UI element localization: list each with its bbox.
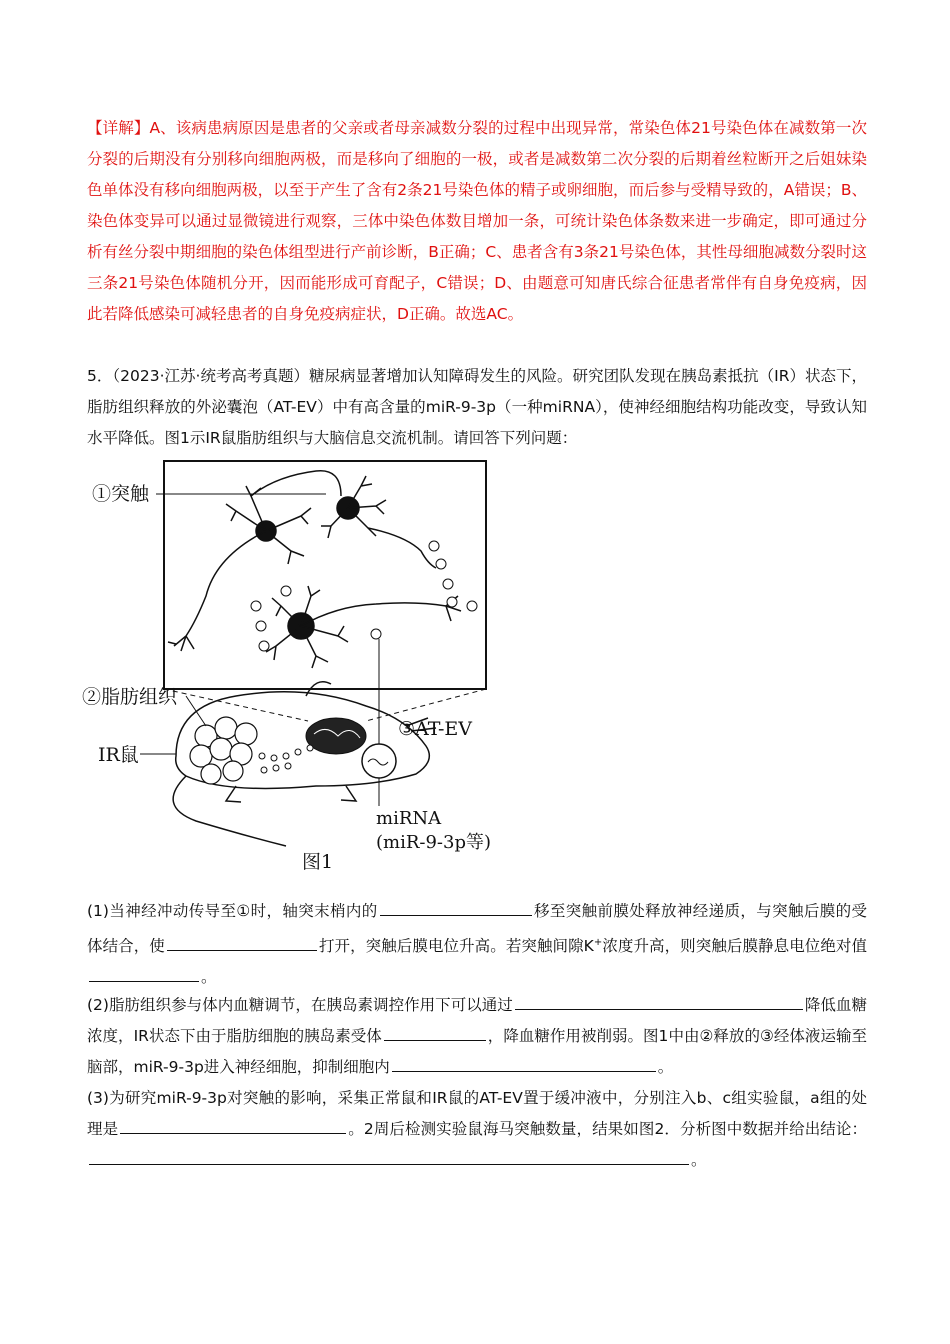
sub1-part-c: 打开，突触后膜电位升高。若突触间隙K — [318, 937, 594, 956]
sub2-part-a: (2)脂肪组织参与体内血糖调节，在胰岛素调控作用下可以通过 — [87, 996, 513, 1014]
neuron-left — [168, 471, 341, 651]
blank-2[interactable] — [167, 932, 317, 951]
sub3-part-b: 。2周后检测实验鼠海马突触数量，结果如图2．分析图中数据并给出结论： — [348, 1120, 867, 1138]
label-mirna: miRNA — [376, 808, 442, 829]
brain-vesicles — [251, 541, 477, 651]
sub3-part-c: 。 — [691, 1151, 707, 1169]
figure-1 — [76, 456, 516, 876]
sub1-part-d: 浓度升高，则突触后膜静息电位绝对值 — [602, 937, 867, 956]
label-mirna-detail: (miR-9-3p等) — [376, 832, 492, 853]
sub3-part-a: (3)为研究miR-9-3p对突触的影响，采集正常鼠和IR鼠的AT-EV置于缓冲液中，分别注入b、c组实验鼠，a组的处理是 — [87, 1089, 867, 1138]
sub1-part-a: (1)当神经冲动传导至①时，轴突末梢内的 — [87, 902, 378, 920]
sub2-part-d: 。 — [657, 1058, 674, 1076]
label-ir-mouse: IR鼠 — [98, 744, 139, 766]
sub1-superscript: + — [593, 937, 603, 948]
blank-5[interactable] — [384, 1022, 486, 1041]
sub1-part-e: 。 — [201, 968, 217, 987]
subquestion-3 — [87, 1083, 867, 1176]
blank-1[interactable] — [380, 897, 532, 916]
blank-8[interactable] — [89, 1146, 689, 1165]
question-5-stem: 5．（2023·江苏·统考高考真题）糖尿病显著增加认知障碍发生的风险。研究团队发现在胰岛素抵抗（IR）状态下，脂肪组织释放的外泌囊泡（AT-EV）中有高含量的miR-9-3p（一种miRNA），使神经细胞结构功能改变，导致认知水平降低。图1示IR鼠脂肪组织与大脑信息交流机制。请回答下列问题： — [87, 367, 867, 447]
sub1-part-b: 移至突触前膜处释放神经递质，与突触后膜的受体结合，使 — [87, 902, 867, 956]
adipose-pointer — [186, 696, 206, 726]
figure-1-caption: 图1 — [302, 851, 334, 873]
explanation-tag: 【详解】 — [87, 119, 150, 137]
explanation-text: A、该病患病原因是患者的父亲或者母亲减数分裂的过程中出现异常，常染色体21号染色体在减数第一次分裂的后期没有分别移向细胞两极，而是移向了细胞的一极，或者是减数第二次分裂的后期着丝粒断开之后姐妹染色单体没有移向细胞两极，以至于产生了含有2条21号染色体的精子或卵细胞，而后参与受精导致的，A错误；B、染色体变异可以通过显微镜进行观察，三体中染色体数目增加一条，可统计染色体条数来进一步确定，即可通过分析有丝分裂中期细胞的染色体组型进行产前诊断，B正确；C、患者含有3条21号染色体，其性母细胞减数分裂时这三条21号染色体随机分开，因而能形成可育配子，C错误；D、由题意可知唐氏综合征患者常伴有自身免疫病，因此若降低感染可减轻患者的自身免疫病症状，D正确。故选AC。 — [87, 119, 867, 323]
label-atev: ③AT-EV — [398, 718, 472, 740]
answer-explanation — [87, 113, 867, 330]
adipose-cluster — [190, 717, 257, 784]
sub2-part-b: 降低血糖浓度，IR状态下由于脂肪细胞的胰岛素受体 — [87, 996, 867, 1045]
subquestion-2 — [87, 990, 867, 1083]
blank-7[interactable] — [120, 1115, 346, 1134]
label-adipose: ②脂肪组织 — [82, 686, 178, 708]
sub2-part-c: ，降血糖作用被削弱。图1中由②释放的③经体液运输至脑部，miR-9-3p进入神经细胞，抑制细胞内 — [87, 1027, 868, 1076]
brain-inset-frame — [164, 461, 486, 689]
atev-vesicle-magnified — [362, 744, 396, 778]
vesicle-trail — [259, 745, 313, 773]
zoom-dashed-left — [164, 689, 308, 721]
zoom-dashed-right — [366, 689, 486, 721]
blank-4[interactable] — [515, 991, 803, 1010]
neuron-top-right — [321, 476, 436, 568]
neuron-bottom — [266, 586, 461, 668]
label-synapse: ①突触 — [92, 483, 150, 505]
mouse-brain — [306, 718, 366, 754]
blank-6[interactable] — [392, 1053, 656, 1072]
figure-1-illustration — [76, 456, 516, 876]
subquestion-1 — [87, 896, 867, 993]
blank-3[interactable] — [89, 963, 199, 982]
